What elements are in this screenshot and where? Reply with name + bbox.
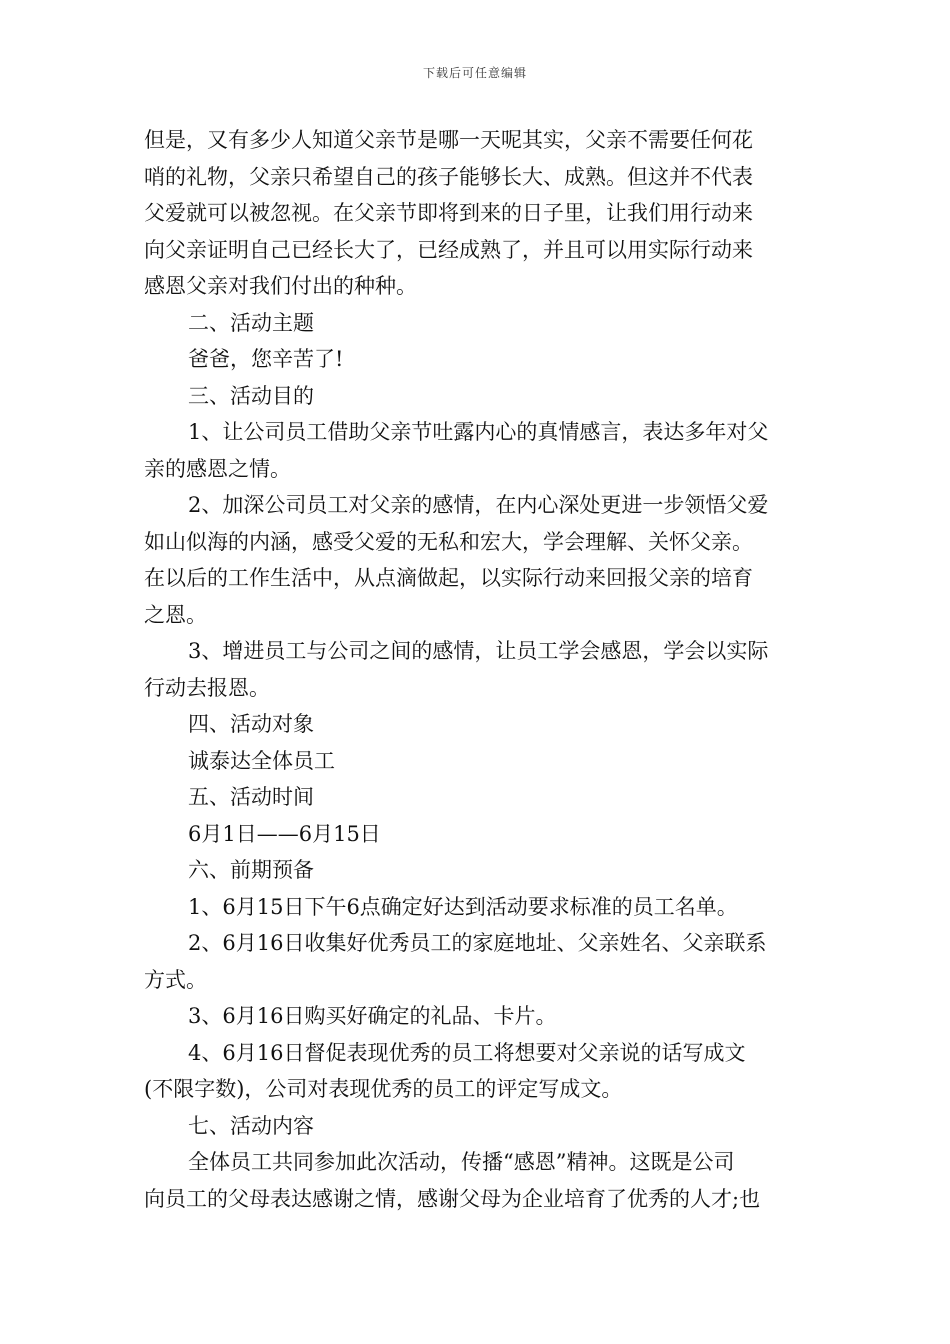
list-item: 2、6月16日收集好优秀员工的家庭地址、父亲姓名、父亲联系 <box>188 931 767 955</box>
list-item: 1、让公司员工借助父亲节吐露内心的真情感言，表达多年对父 <box>188 420 769 444</box>
document-body <box>144 122 814 1217</box>
page-header: 下载后可任意编辑 <box>422 66 527 80</box>
paragraph-line: 6月1日——6月15日 <box>188 821 381 846</box>
section-heading: 三、活动目的 <box>188 383 314 408</box>
section-heading: 七、活动内容 <box>188 1113 314 1138</box>
section-heading: 五、活动时间 <box>188 785 314 809</box>
paragraph-line: 如山似海的内涵，感受父爱的无私和宏大，学会理解、关怀父亲。 <box>144 529 753 554</box>
paragraph-line: 亲的感恩之情。 <box>144 456 291 481</box>
paragraph-line: 哨的礼物，父亲只希望自己的孩子能够长大、成熟。但这并不代表 <box>144 164 753 189</box>
list-item: 3、增进员工与公司之间的感情，让员工学会感恩，学会以实际 <box>188 639 769 663</box>
section-heading: 二、活动主题 <box>188 310 314 335</box>
list-item: 4、6月16日督促表现优秀的员工将想要对父亲说的话写成文 <box>188 1040 746 1065</box>
paragraph-line: 在以后的工作生活中，从点滴做起，以实际行动来回报父亲的培育 <box>144 566 753 590</box>
paragraph-line: 父爱就可以被忽视。在父亲节即将到来的日子里，让我们用行动来 <box>144 201 753 225</box>
paragraph-line: 但是，又有多少人知道父亲节是哪一天呢其实，父亲不需要任何花 <box>144 128 753 152</box>
paragraph-line: 诚泰达全体员工 <box>188 748 335 773</box>
list-item: 1、6月15日下午6点确定好达到活动要求标准的员工名单。 <box>188 894 738 919</box>
section-heading: 四、活动对象 <box>188 712 314 736</box>
section-heading: 六、前期预备 <box>188 858 314 882</box>
list-item: 3、6月16日购买好确定的礼品、卡片。 <box>188 1004 557 1028</box>
list-item: 2、加深公司员工对父亲的感情，在内心深处更进一步领悟父爱 <box>188 493 769 517</box>
paragraph-line: 方式。 <box>144 967 207 992</box>
paragraph-line: (不限字数)，公司对表现优秀的员工的评定写成文。 <box>144 1077 623 1101</box>
paragraph-line: 行动去报恩。 <box>144 675 270 700</box>
paragraph-line: 全体员工共同参加此次活动，传播“感恩”精神。这既是公司 <box>188 1150 735 1174</box>
paragraph-line: 向员工的父母表达感谢之情，感谢父母为企业培育了优秀的人才;也 <box>144 1186 761 1211</box>
paragraph-line: 爸爸，您辛苦了! <box>188 347 344 371</box>
paragraph-line: 感恩父亲对我们付出的种种。 <box>144 274 417 298</box>
paragraph-line: 向父亲证明自己已经长大了，已经成熟了，并且可以用实际行动来 <box>144 237 753 262</box>
paragraph-line: 之恩。 <box>144 602 207 627</box>
